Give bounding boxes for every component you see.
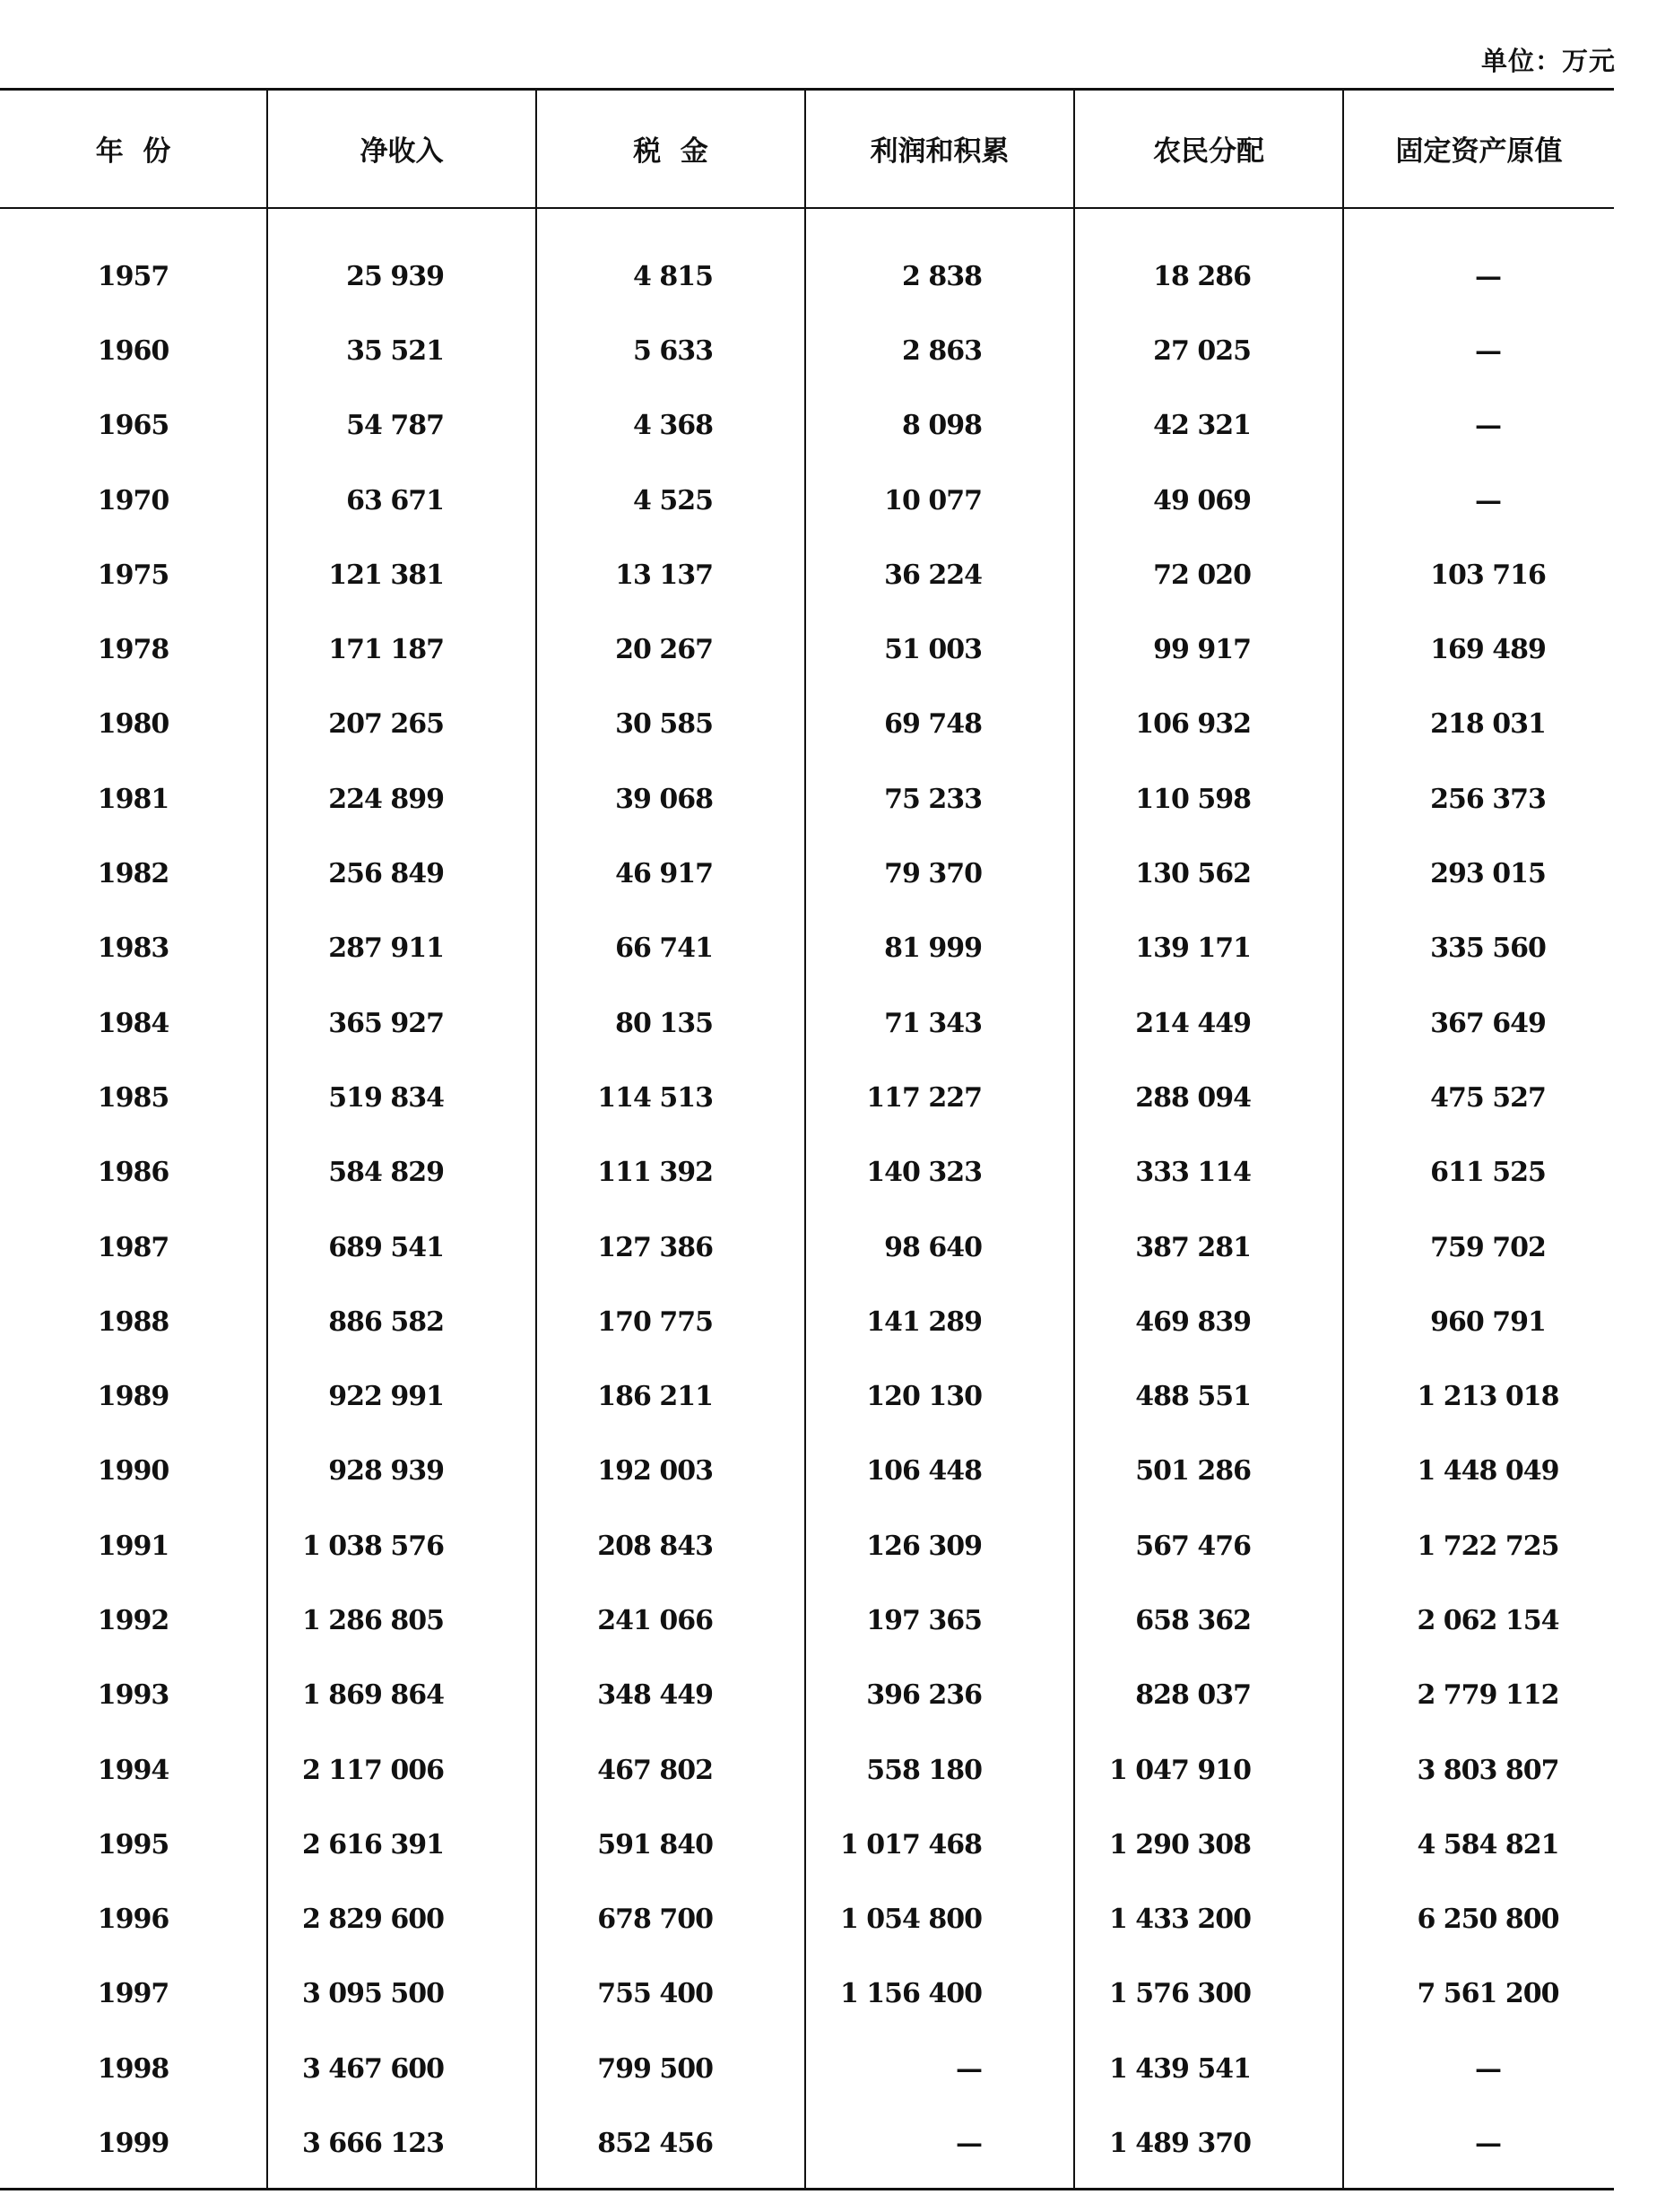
cell-profit-accumulation: 79 370 [805, 837, 1074, 911]
cell-year: 1991 [97, 1530, 169, 1562]
cell-fixed-assets: 2 779 112 [1343, 1658, 1614, 1732]
cell-tax: 799 500 [536, 2032, 805, 2106]
cell-year: 1985 [97, 1081, 169, 1114]
cell-year: 1994 [97, 1754, 169, 1786]
header-row [0, 90, 1614, 208]
cell-tax: 114 513 [536, 1061, 805, 1135]
cell-fixed-assets: 335 560 [1343, 911, 1614, 985]
cell-fixed-assets: 7 561 200 [1343, 1956, 1614, 2031]
header-fixed-assets: 固定资产原值 [1343, 90, 1614, 208]
cell-net-income: 3 095 500 [267, 1956, 536, 2031]
cell-tax: 241 066 [536, 1583, 805, 1658]
table-row [0, 1359, 1614, 1434]
cell-profit-accumulation: 98 640 [805, 1210, 1074, 1284]
table-row [0, 911, 1614, 985]
cell-fixed-assets: 256 373 [1343, 762, 1614, 837]
cell-net-income: 287 911 [267, 911, 536, 985]
cell-year: 1990 [97, 1455, 169, 1488]
cell-tax: 467 802 [536, 1732, 805, 1807]
table-row [0, 687, 1614, 761]
cell-tax: 678 700 [536, 1882, 805, 1956]
cell-profit-accumulation: 2 863 [805, 314, 1074, 388]
table-row [0, 1061, 1614, 1135]
cell-farmer-distribution: 1 439 541 [1074, 2032, 1343, 2106]
table-row [0, 762, 1614, 837]
cell-net-income: 121 381 [267, 538, 536, 612]
cell-farmer-distribution: 387 281 [1074, 1210, 1343, 1284]
cell-tax: 127 386 [536, 1210, 805, 1284]
cell-fixed-assets: — [1343, 314, 1614, 388]
cell-net-income: 171 187 [267, 612, 536, 687]
cell-net-income: 54 787 [267, 388, 536, 463]
cell-net-income: 1 286 805 [267, 1583, 536, 1658]
cell-year: 1989 [97, 1381, 169, 1413]
cell-tax: 192 003 [536, 1434, 805, 1508]
cell-profit-accumulation: 71 343 [805, 985, 1074, 1060]
cell-farmer-distribution: 42 321 [1074, 388, 1343, 463]
cell-fixed-assets: 367 649 [1343, 985, 1614, 1060]
cell-fixed-assets: 611 525 [1343, 1135, 1614, 1210]
cell-tax: 111 392 [536, 1135, 805, 1210]
cell-net-income: 2 829 600 [267, 1882, 536, 1956]
cell-fixed-assets: — [1343, 208, 1614, 314]
cell-profit-accumulation: 75 233 [805, 762, 1074, 837]
cell-year: 1993 [97, 1679, 169, 1712]
table-row [0, 1210, 1614, 1284]
cell-profit-accumulation: 141 289 [805, 1285, 1074, 1359]
cell-tax: 4 368 [536, 388, 805, 463]
table-row [0, 1658, 1614, 1732]
cell-profit-accumulation: 126 309 [805, 1509, 1074, 1583]
cell-fixed-assets: 218 031 [1343, 687, 1614, 761]
unit-label: 单位：万元 [1480, 46, 1616, 76]
cell-farmer-distribution: 1 489 370 [1074, 2106, 1343, 2190]
cell-net-income: 3 666 123 [267, 2106, 536, 2190]
cell-year: 1996 [97, 1904, 169, 1936]
cell-year: 1970 [97, 484, 169, 516]
cell-profit-accumulation: 197 365 [805, 1583, 1074, 1658]
table-row [0, 1135, 1614, 1210]
cell-fixed-assets: 293 015 [1343, 837, 1614, 911]
cell-net-income: 35 521 [267, 314, 536, 388]
cell-profit-accumulation: — [805, 2032, 1074, 2106]
cell-tax: 80 135 [536, 985, 805, 1060]
cell-net-income: 224 899 [267, 762, 536, 837]
table-row [0, 985, 1614, 1060]
cell-farmer-distribution: 1 290 308 [1074, 1808, 1343, 1882]
table-row [0, 1956, 1614, 2031]
cell-year: 1988 [97, 1306, 169, 1338]
cell-tax: 46 917 [536, 837, 805, 911]
cell-profit-accumulation: — [805, 2106, 1074, 2190]
cell-year: 1999 [0, 2106, 267, 2190]
cell-net-income: 207 265 [267, 687, 536, 761]
cell-fixed-assets: 1 448 049 [1343, 1434, 1614, 1508]
cell-farmer-distribution: 288 094 [1074, 1061, 1343, 1135]
cell-tax: 591 840 [536, 1808, 805, 1882]
table-row [0, 1434, 1614, 1508]
table-row [0, 2032, 1614, 2106]
table-row [0, 2106, 1614, 2190]
header-year: 年 份 [0, 90, 267, 208]
cell-profit-accumulation: 558 180 [805, 1732, 1074, 1807]
cell-profit-accumulation: 36 224 [805, 538, 1074, 612]
cell-net-income: 256 849 [267, 837, 536, 911]
cell-fixed-assets: 759 702 [1343, 1210, 1614, 1284]
cell-year: 1987 [97, 1231, 169, 1263]
table-row [0, 388, 1614, 463]
cell-year: 1981 [97, 783, 169, 815]
cell-fixed-assets: 4 584 821 [1343, 1808, 1614, 1882]
cell-farmer-distribution: 130 562 [1074, 837, 1343, 911]
cell-tax: 170 775 [536, 1285, 805, 1359]
cell-year: 1982 [97, 858, 169, 890]
cell-fixed-assets: 3 803 807 [1343, 1732, 1614, 1807]
cell-farmer-distribution: 567 476 [1074, 1509, 1343, 1583]
cell-profit-accumulation: 1 156 400 [805, 1956, 1074, 2031]
header-profit-accumulation: 利润和积累 [805, 90, 1074, 208]
table-row [0, 837, 1614, 911]
table-body [0, 208, 1614, 2190]
cell-tax: 348 449 [536, 1658, 805, 1732]
cell-net-income: 365 927 [267, 985, 536, 1060]
cell-net-income: 2 117 006 [267, 1732, 536, 1807]
cell-net-income: 63 671 [267, 463, 536, 537]
cell-profit-accumulation: 1 054 800 [805, 1882, 1074, 1956]
cell-year: 1957 [97, 260, 169, 292]
cell-tax: 66 741 [536, 911, 805, 985]
cell-profit-accumulation: 10 077 [805, 463, 1074, 537]
cell-net-income: 928 939 [267, 1434, 536, 1508]
statistics-table [0, 88, 1614, 2190]
cell-net-income: 3 467 600 [267, 2032, 536, 2106]
cell-fixed-assets: 6 250 800 [1343, 1882, 1614, 1956]
cell-year: 1960 [97, 334, 169, 367]
cell-fixed-assets: — [1343, 2106, 1614, 2190]
cell-fixed-assets: 960 791 [1343, 1285, 1614, 1359]
cell-fixed-assets: 2 062 154 [1343, 1583, 1614, 1658]
table-row [0, 463, 1614, 537]
cell-year: 1986 [97, 1157, 169, 1189]
cell-farmer-distribution: 501 286 [1074, 1434, 1343, 1508]
cell-fixed-assets: 169 489 [1343, 612, 1614, 687]
table-row [0, 538, 1614, 612]
cell-profit-accumulation: 120 130 [805, 1359, 1074, 1434]
table-row [0, 314, 1614, 388]
cell-net-income: 886 582 [267, 1285, 536, 1359]
table-row [0, 1882, 1614, 1956]
cell-fixed-assets: 1 213 018 [1343, 1359, 1614, 1434]
cell-profit-accumulation: 396 236 [805, 1658, 1074, 1732]
cell-fixed-assets: — [1343, 2032, 1614, 2106]
cell-net-income: 922 991 [267, 1359, 536, 1434]
cell-profit-accumulation: 140 323 [805, 1135, 1074, 1210]
cell-farmer-distribution: 1 047 910 [1074, 1732, 1343, 1807]
cell-net-income: 1 869 864 [267, 1658, 536, 1732]
cell-year: 1975 [97, 559, 169, 591]
cell-net-income: 2 616 391 [267, 1808, 536, 1882]
cell-farmer-distribution: 828 037 [1074, 1658, 1343, 1732]
table-row [0, 1808, 1614, 1882]
cell-profit-accumulation: 117 227 [805, 1061, 1074, 1135]
cell-farmer-distribution: 1 576 300 [1074, 1956, 1343, 2031]
cell-profit-accumulation: 2 838 [805, 208, 1074, 314]
header-tax: 税 金 [536, 90, 805, 208]
cell-fixed-assets: 475 527 [1343, 1061, 1614, 1135]
cell-net-income: 25 939 [267, 208, 536, 314]
cell-profit-accumulation: 69 748 [805, 687, 1074, 761]
cell-farmer-distribution: 469 839 [1074, 1285, 1343, 1359]
table-row [0, 1509, 1614, 1583]
cell-tax: 39 068 [536, 762, 805, 837]
cell-fixed-assets: — [1343, 463, 1614, 537]
cell-tax: 13 137 [536, 538, 805, 612]
cell-farmer-distribution: 488 551 [1074, 1359, 1343, 1434]
header-farmer-distribution: 农民分配 [1074, 90, 1343, 208]
table-row [0, 1285, 1614, 1359]
table-row [0, 1583, 1614, 1658]
cell-tax: 755 400 [536, 1956, 805, 2031]
cell-farmer-distribution: 333 114 [1074, 1135, 1343, 1210]
cell-farmer-distribution: 49 069 [1074, 463, 1343, 537]
cell-net-income: 689 541 [267, 1210, 536, 1284]
cell-fixed-assets: — [1343, 388, 1614, 463]
cell-net-income: 519 834 [267, 1061, 536, 1135]
cell-year: 1984 [97, 1007, 169, 1039]
cell-year: 1983 [97, 933, 169, 965]
cell-year: 1998 [97, 2052, 169, 2085]
cell-farmer-distribution: 1 433 200 [1074, 1882, 1343, 1956]
cell-farmer-distribution: 658 362 [1074, 1583, 1343, 1658]
cell-farmer-distribution: 110 598 [1074, 762, 1343, 837]
table-row [0, 1732, 1614, 1807]
cell-profit-accumulation: 81 999 [805, 911, 1074, 985]
cell-tax: 30 585 [536, 687, 805, 761]
cell-profit-accumulation: 8 098 [805, 388, 1074, 463]
cell-farmer-distribution: 139 171 [1074, 911, 1343, 985]
cell-fixed-assets: 1 722 725 [1343, 1509, 1614, 1583]
cell-net-income: 584 829 [267, 1135, 536, 1210]
cell-year: 1992 [97, 1604, 169, 1636]
table-header [0, 90, 1614, 208]
cell-year: 1978 [97, 634, 169, 666]
cell-profit-accumulation: 106 448 [805, 1434, 1074, 1508]
cell-tax: 852 456 [536, 2106, 805, 2190]
cell-farmer-distribution: 27 025 [1074, 314, 1343, 388]
cell-farmer-distribution: 72 020 [1074, 538, 1343, 612]
cell-farmer-distribution: 214 449 [1074, 985, 1343, 1060]
cell-tax: 208 843 [536, 1509, 805, 1583]
cell-tax: 4 525 [536, 463, 805, 537]
cell-year: 1997 [97, 1978, 169, 2010]
cell-fixed-assets: 103 716 [1343, 538, 1614, 612]
cell-farmer-distribution: 18 286 [1074, 208, 1343, 314]
table-row [0, 612, 1614, 687]
cell-profit-accumulation: 51 003 [805, 612, 1074, 687]
cell-tax: 20 267 [536, 612, 805, 687]
cell-year: 1980 [97, 708, 169, 741]
cell-net-income: 1 038 576 [267, 1509, 536, 1583]
cell-year: 1965 [97, 410, 169, 442]
cell-farmer-distribution: 106 932 [1074, 687, 1343, 761]
cell-tax: 5 633 [536, 314, 805, 388]
cell-year: 1995 [97, 1828, 169, 1861]
cell-farmer-distribution: 99 917 [1074, 612, 1343, 687]
cell-tax: 4 815 [536, 208, 805, 314]
table-row [0, 208, 1614, 314]
cell-profit-accumulation: 1 017 468 [805, 1808, 1074, 1882]
header-net-income: 净收入 [267, 90, 536, 208]
cell-tax: 186 211 [536, 1359, 805, 1434]
